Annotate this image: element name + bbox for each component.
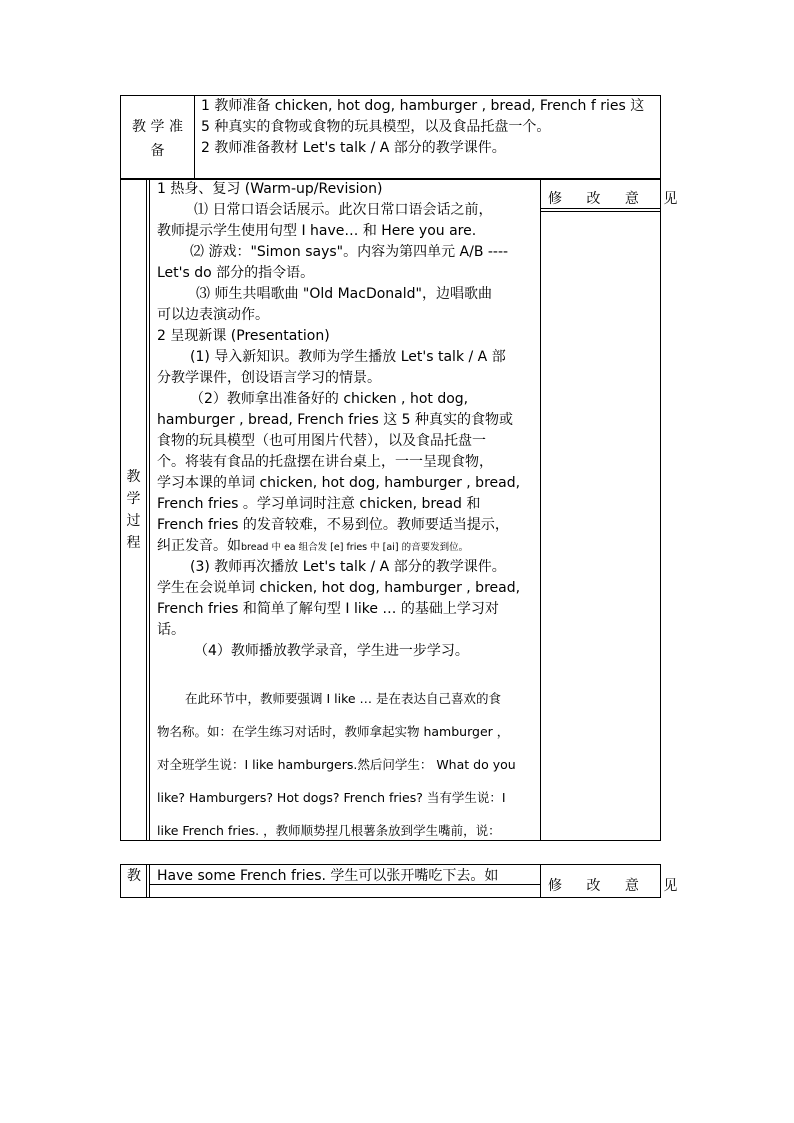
prep-line-3: 2 教师准备教材 Let's talk / A 部分的教学课件。 <box>201 140 506 156</box>
process-line-8: 2 呈现新课 (Presentation) <box>157 328 330 344</box>
process-line-11: （2）教师拿出准备好的 chicken , hot dog, <box>190 391 469 407</box>
revision-header-rule-2 <box>540 211 660 212</box>
process-line-10: 分教学课件，创设语言学习的情景。 <box>157 370 381 386</box>
process-line-27: like? Hamburgers? Hot dogs? French fries? 当有学生说：I <box>157 790 506 805</box>
process-label-char-4: 程 <box>126 535 141 551</box>
process-line-23: （4）教师播放教学录音，学生进一步学习。 <box>194 643 469 659</box>
continuation-left-divider-b <box>149 864 150 898</box>
process-label-char-1: 教 <box>126 469 141 485</box>
revision-header: 修 改 意 见 <box>548 191 688 207</box>
process-line-9: (1) 导入新知识。教师为学生播放 Let's talk / A 部 <box>190 349 506 365</box>
process-line-18 <box>157 536 468 558</box>
process-line-20: 学生在会说单词 chicken, hot dog, hamburger , bread, <box>157 580 521 596</box>
process-line-12: hamburger , bread, French fries 这 5 种真实的食物或 <box>157 412 514 428</box>
process-line-4: ⑵ 游戏："Simon says"。内容为第四单元 A/B ---- <box>190 244 509 260</box>
prep-line-2: 5 种真实的食物或食物的玩具模型，以及食品托盘一个。 <box>201 119 551 135</box>
process-line-26: 对全班学生说：I like hamburgers.然后问学生： What do you <box>157 757 516 772</box>
process-right-divider <box>540 179 541 841</box>
prep-label <box>121 115 194 163</box>
prep-line-1: 1 教师准备 chicken, hot dog, hamburger , bread, French f ries 这 <box>201 98 645 114</box>
continuation-right-divider <box>540 864 541 898</box>
continuation-revision-header: 修 改 意 见 <box>548 878 688 894</box>
process-label-char-2: 学 <box>126 491 141 507</box>
process-label-char-3: 过 <box>126 513 141 529</box>
prep-label-line2: 备 <box>150 143 165 159</box>
process-left-divider-b <box>149 179 150 841</box>
process-line-18-note: bread 中 ea 组合发 [e] fries 中 [ai] 的音要发到位。 <box>241 542 469 553</box>
process-left-divider-a <box>146 179 147 841</box>
continuation-line: Have some French fries. 学生可以张开嘴吃下去。如 <box>157 868 499 884</box>
prep-label-line1: 教 学 准 <box>132 119 183 135</box>
process-line-3: 教师提示学生使用句型 I have… 和 Here you are. <box>157 223 477 239</box>
process-label <box>121 466 146 554</box>
process-line-14: 个。将装有食品的托盘摆在讲台桌上，一一呈现食物， <box>157 454 493 470</box>
process-line-15: 学习本课的单词 chicken, hot dog, hamburger , bread, <box>157 475 521 491</box>
process-line-5: Let's do 部分的指令语。 <box>157 265 315 281</box>
process-line-28: like French fries. ，教师顺势捏几根薯条放到学生嘴前，说： <box>157 823 501 838</box>
prep-divider <box>194 95 195 179</box>
process-line-2: ⑴ 日常口语会话展示。此次日常口语会话之前， <box>194 202 493 218</box>
continuation-left-divider-a <box>146 864 147 898</box>
process-line-13: 食物的玩具模型（也可用图片代替），以及食品托盘一 <box>157 433 486 449</box>
process-line-21: French fries 和简单了解句型 I like … 的基础上学习对 <box>157 601 499 617</box>
process-line-6: ⑶ 师生共唱歌曲 "Old MacDonald"，边唱歌曲 <box>196 286 492 302</box>
process-line-16: French fries 。学习单词时注意 chicken, bread 和 <box>157 496 481 512</box>
continuation-label: 教 <box>127 868 141 884</box>
process-line-7: 可以边表演动作。 <box>157 307 269 323</box>
process-line-18-main: 纠正发音。如 <box>157 538 241 554</box>
process-line-1: 1 热身、复习 (Warm-up/Revision) <box>157 181 383 197</box>
process-line-19: (3) 教师再次播放 Let's talk / A 部分的教学课件。 <box>190 559 506 575</box>
process-line-25: 物名称。如：在学生练习对话时，教师拿起实物 hamburger ， <box>157 724 510 739</box>
process-line-24: 在此环节中，教师要强调 I like … 是在表达自己喜欢的食 <box>185 691 502 706</box>
process-line-17: French fries 的发音较难，不易到位。教师要适当提示， <box>157 517 509 533</box>
process-line-22: 话。 <box>157 622 185 638</box>
